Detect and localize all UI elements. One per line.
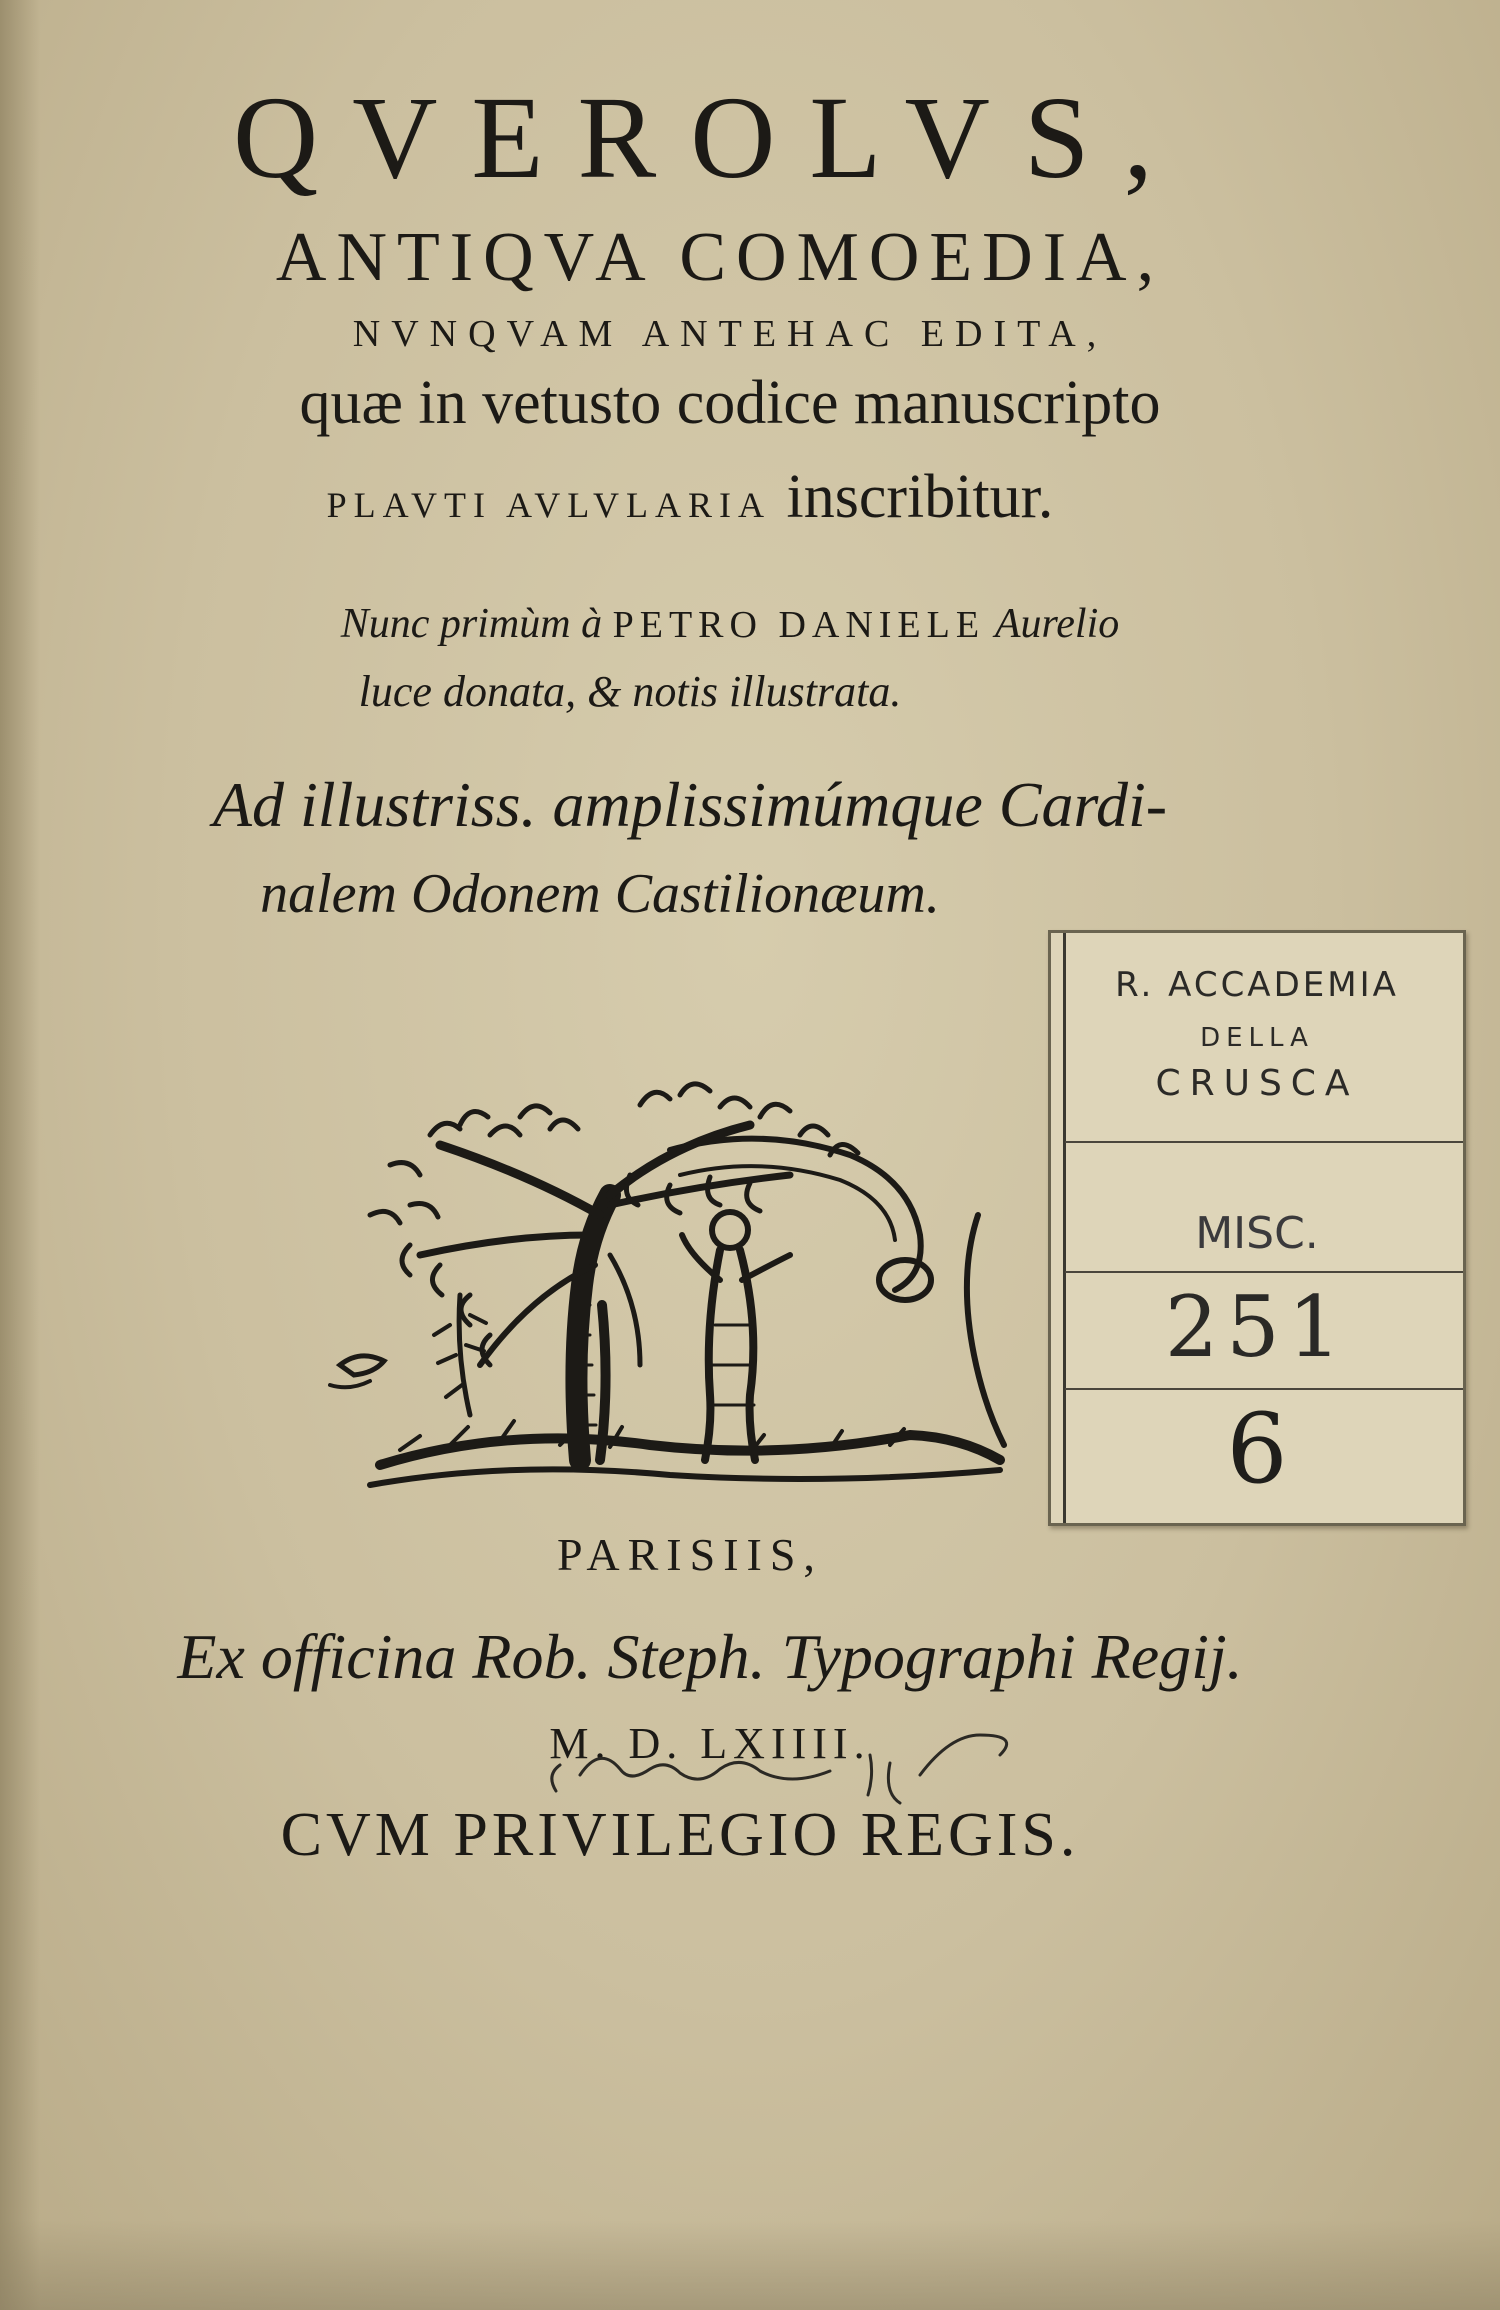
editor-origin: Aurelio <box>994 601 1120 647</box>
dedication-line-1: Ad illustriss. amplissimúmque Cardi- <box>212 769 1168 840</box>
book-subtitle-second: NVNQVAM ANTEHAC EDITA, <box>352 313 1108 355</box>
library-shelfmark-stamp <box>1048 930 1466 1526</box>
printers-device-woodcut <box>310 1065 1030 1515</box>
privilege-notice: CVM PRIVILEGIO REGIS. <box>280 1801 1080 1869</box>
stamp-rule <box>1065 1141 1463 1143</box>
stamp-sub-number: 6 <box>1226 1393 1288 1505</box>
description-caps: PLAVTI AVLVLARIA <box>326 485 771 525</box>
stamp-crusca: CRUSCA <box>1155 1063 1359 1104</box>
stamp-della: DELLA <box>1200 1023 1314 1053</box>
editor-line-1 <box>0 600 1480 648</box>
stamp-rule <box>1065 1271 1463 1273</box>
imprint-year: M. D. LXIIII. <box>549 1719 871 1768</box>
stamp-misc-label: MISC. <box>1195 1208 1319 1259</box>
description-line-2 <box>0 462 1440 533</box>
stamp-academy: R. ACCADEMIA <box>1115 965 1399 1005</box>
stamp-shelf-number: 251 <box>1164 1278 1350 1376</box>
stamp-rule <box>1065 1388 1463 1390</box>
imprint-printer: Ex officina Rob. Steph. Typographi Regij. <box>177 1621 1243 1692</box>
editor-intro: Nunc primùm à <box>340 601 603 647</box>
dedication-line-2: nalem Odonem Castilionæum. <box>260 863 940 925</box>
book-subtitle: ANTIQVA COMOEDIA, <box>275 219 1165 296</box>
description-line-1: quæ in vetusto codice manuscripto <box>299 369 1161 437</box>
description-rest: inscribitur. <box>786 463 1054 531</box>
book-title: QVEROLVS, <box>232 72 1188 203</box>
imprint-place: PARISIIS, <box>557 1529 823 1580</box>
editor-name: PETRO DANIELE <box>612 604 986 646</box>
editor-line-2: luce donata, & notis illustrata. <box>358 667 902 716</box>
